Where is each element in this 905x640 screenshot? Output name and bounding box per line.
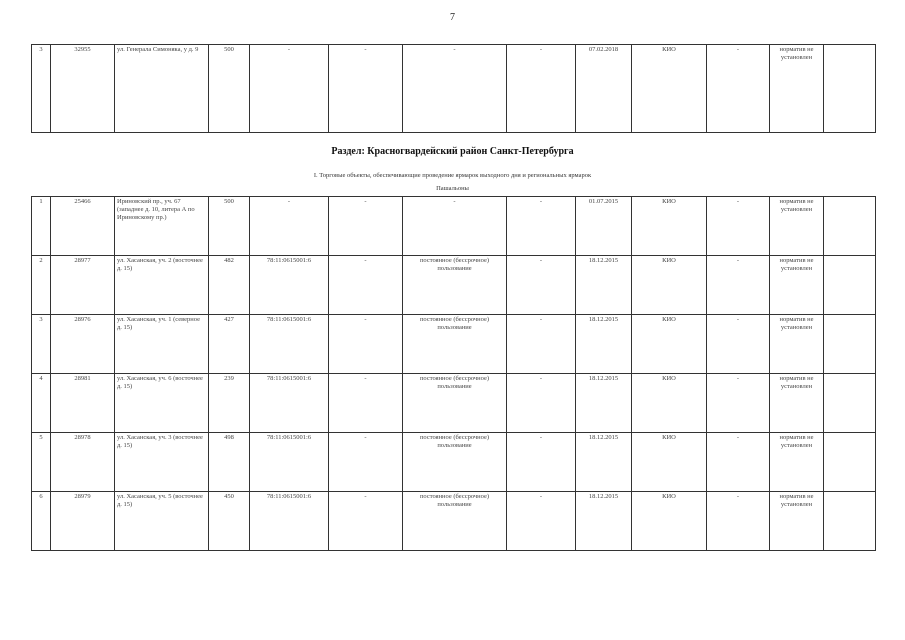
cell-right: постоянное (бессрочное) пользование (403, 256, 507, 315)
cell-right: постоянное (бессрочное) пользование (403, 315, 507, 374)
cell-right: постоянное (бессрочное) пользование (403, 492, 507, 551)
cell-right: - (403, 45, 507, 133)
cell-area: 239 (209, 374, 250, 433)
table-row (32, 45, 876, 133)
cell-col7: - (507, 315, 576, 374)
cell-date: 18.12.2015 (576, 256, 632, 315)
cell-norm: норматив не установлен (770, 374, 824, 433)
cell-date: 18.12.2015 (576, 374, 632, 433)
cell-col5: - (329, 45, 403, 133)
cell-empty (824, 45, 876, 133)
cell-area: 500 (209, 45, 250, 133)
cell-address: Ириновский пр., уч. 67 (западнее д. 10, литера А по Ириновскому пр.) (115, 197, 209, 256)
cell-empty (824, 256, 876, 315)
cell-org: КИО (632, 492, 707, 551)
cell-cadastral: 78:11:0615001:6 (250, 315, 329, 374)
table-row (32, 374, 876, 433)
cell-empty (824, 315, 876, 374)
cell-col10: - (707, 45, 770, 133)
page-number: 7 (450, 12, 455, 23)
district-label: Пашальоны (436, 185, 469, 192)
cell-org: КИО (632, 197, 707, 256)
cell-address: ул. Хасанская, уч. 6 (восточнее д. 15) (115, 374, 209, 433)
cell-cadastral: - (250, 45, 329, 133)
cell-col7: - (507, 45, 576, 133)
cell-empty (824, 374, 876, 433)
cell-norm: норматив не установлен (770, 256, 824, 315)
cell-date: 07.02.2018 (576, 45, 632, 133)
cell-num: 5 (32, 433, 51, 492)
cell-col7: - (507, 433, 576, 492)
cell-col7: - (507, 492, 576, 551)
cell-area: 498 (209, 433, 250, 492)
cell-cadastral: - (250, 197, 329, 256)
cell-date: 01.07.2015 (576, 197, 632, 256)
cell-date: 18.12.2015 (576, 492, 632, 551)
cell-id: 28978 (51, 433, 115, 492)
registry-table-top (31, 44, 876, 133)
cell-area: 500 (209, 197, 250, 256)
cell-norm: норматив не установлен (770, 197, 824, 256)
cell-col10: - (707, 315, 770, 374)
table-row (32, 256, 876, 315)
cell-col5: - (329, 197, 403, 256)
cell-area: 482 (209, 256, 250, 315)
cell-num: 4 (32, 374, 51, 433)
subsection-title: I. Торговые объекты, обеспечивающие проведение ярмарок выходного дня и региональных ярмарок (313, 172, 592, 179)
cell-date: 18.12.2015 (576, 315, 632, 374)
cell-num: 2 (32, 256, 51, 315)
table-row (32, 197, 876, 256)
cell-date: 18.12.2015 (576, 433, 632, 492)
cell-col10: - (707, 374, 770, 433)
cell-area: 427 (209, 315, 250, 374)
table-row (32, 433, 876, 492)
cell-right: постоянное (бессрочное) пользование (403, 374, 507, 433)
cell-empty (824, 492, 876, 551)
cell-address: ул. Хасанская, уч. 3 (восточнее д. 15) (115, 433, 209, 492)
cell-id: 28979 (51, 492, 115, 551)
cell-org: КИО (632, 374, 707, 433)
cell-col10: - (707, 197, 770, 256)
cell-address: ул. Хасанская, уч. 5 (восточнее д. 15) (115, 492, 209, 551)
cell-right: постоянное (бессрочное) пользование (403, 433, 507, 492)
cell-num: 3 (32, 315, 51, 374)
cell-address: ул. Генерала Симоняка, у д. 9 (115, 45, 209, 133)
cell-empty (824, 433, 876, 492)
cell-num: 3 (32, 45, 51, 133)
cell-norm: норматив не установлен (770, 433, 824, 492)
cell-cadastral: 78:11:0615001:6 (250, 492, 329, 551)
cell-col5: - (329, 256, 403, 315)
cell-id: 28977 (51, 256, 115, 315)
cell-org: КИО (632, 256, 707, 315)
table-row (32, 315, 876, 374)
registry-table-main (31, 196, 876, 551)
cell-org: КИО (632, 433, 707, 492)
cell-col7: - (507, 197, 576, 256)
cell-id: 28981 (51, 374, 115, 433)
cell-cadastral: 78:11:0615001:6 (250, 374, 329, 433)
cell-col10: - (707, 256, 770, 315)
cell-id: 32955 (51, 45, 115, 133)
cell-num: 1 (32, 197, 51, 256)
cell-cadastral: 78:11:0615001:6 (250, 256, 329, 315)
section-heading: Раздел: Красногвардейский район Санкт-Петербурга (331, 146, 574, 157)
cell-col7: - (507, 374, 576, 433)
table-row (32, 492, 876, 551)
cell-id: 25466 (51, 197, 115, 256)
cell-area: 450 (209, 492, 250, 551)
cell-id: 28976 (51, 315, 115, 374)
cell-org: КИО (632, 45, 707, 133)
cell-address: ул. Хасанская, уч. 1 (северное д. 15) (115, 315, 209, 374)
cell-norm: норматив не установлен (770, 45, 824, 133)
cell-col10: - (707, 433, 770, 492)
cell-col5: - (329, 433, 403, 492)
cell-col7: - (507, 256, 576, 315)
cell-num: 6 (32, 492, 51, 551)
cell-address: ул. Хасанская, уч. 2 (восточнее д. 15) (115, 256, 209, 315)
cell-right: - (403, 197, 507, 256)
cell-org: КИО (632, 315, 707, 374)
cell-cadastral: 78:11:0615001:6 (250, 433, 329, 492)
cell-col5: - (329, 315, 403, 374)
cell-norm: норматив не установлен (770, 315, 824, 374)
cell-empty (824, 197, 876, 256)
cell-col5: - (329, 374, 403, 433)
cell-norm: норматив не установлен (770, 492, 824, 551)
cell-col5: - (329, 492, 403, 551)
cell-col10: - (707, 492, 770, 551)
